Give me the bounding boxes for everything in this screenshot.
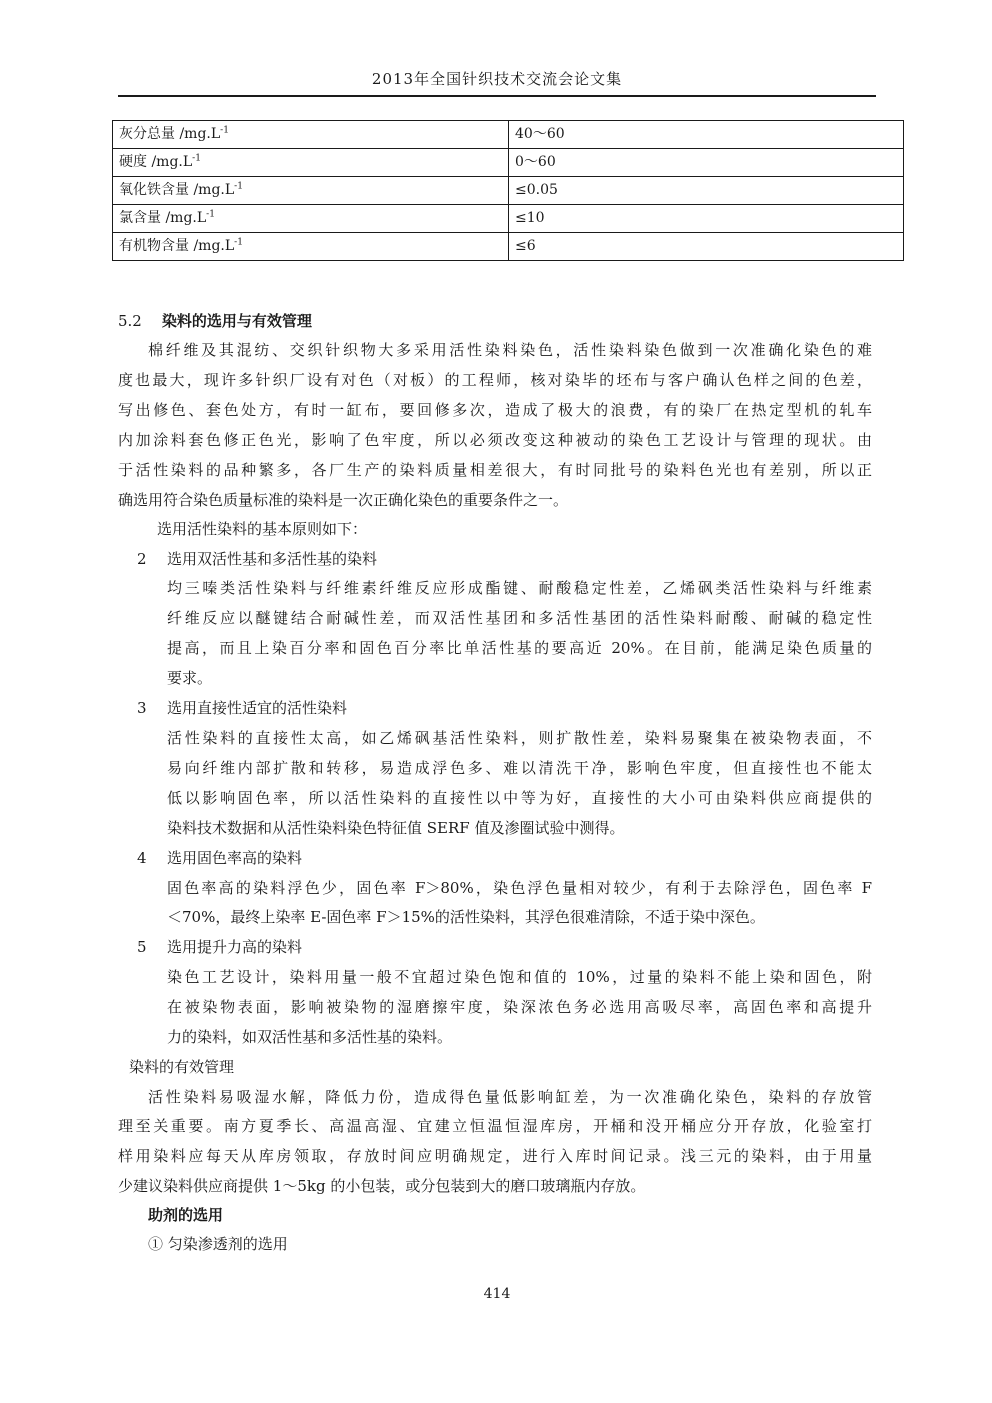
paragraph-line: 样用染料应每天从库房领取，存放时间应明确规定，进行入库时间记录。浅三元的染料，由于用量 — [118, 1147, 872, 1165]
list-item-number: 5 — [137, 938, 147, 956]
table-row — [113, 177, 904, 205]
list-item-number: 2 — [137, 550, 147, 568]
table-cell-value: 0～60 — [509, 149, 904, 177]
paragraph-line: 棉纤维及其混纺、交织针织物大多采用活性染料染色，活性染料染色做到一次准确化染色的难 — [148, 341, 872, 359]
subsection-title: 染料的有效管理 — [129, 1058, 235, 1076]
table-cell-parameter: 硬度 $/mg.L^{-1}$ — [113, 149, 509, 177]
page-number: 414 — [483, 1286, 511, 1302]
list-item-line: 活性染料的直接性太高，如乙烯砜基活性染料，则扩散性差，染料易聚集在被染物表面，不 — [167, 729, 872, 747]
paragraph-line: 理至关重要。南方夏季长、高温高湿、宜建立恒温恒湿库房，开桶和没开桶应分开存放，化验室打 — [118, 1117, 872, 1135]
paragraph-line: 活性染料易吸湿水解，降低力份，造成得色量低影响缸差，为一次准确化染色，染料的存放管 — [148, 1088, 872, 1106]
list-item-line: 纤维反应以醚键结合耐碱性差，而双活性基团和多活性基团的活性染料耐酸、耐碱的稳定性 — [167, 609, 872, 627]
subsection-title: 助剂的选用 — [148, 1206, 224, 1224]
list-item-line: 要求。 — [167, 669, 213, 687]
list-item-title: 选用提升力高的染料 — [167, 938, 303, 956]
table-row — [113, 149, 904, 177]
paragraph-line: 内加涂料套色修正色光，影响了色牢度，所以必须改变这种被动的染色工艺设计与管理的现状。由 — [118, 431, 872, 449]
water-quality-table — [112, 120, 904, 261]
table-cell-parameter: 有机物含量 $/mg.L^{-1}$ — [113, 233, 509, 261]
table-cell-value: ≤10 — [509, 205, 904, 233]
running-header: 2013年全国针织技术交流会论文集 — [371, 70, 623, 88]
paragraph-line: 少建议染料供应商提供 1～5kg 的小包装，或分包装到大的磨口玻璃瓶内存放。 — [118, 1177, 646, 1195]
table-cell-parameter: 氧化铁含量 $/mg.L^{-1}$ — [113, 177, 509, 205]
list-item-line: 染色工艺设计，染料用量一般不宜超过染色饱和值的 10%，过量的染料不能上染和固色，附 — [167, 968, 872, 986]
section-number: 5.2 — [118, 312, 142, 330]
list-item-number: 3 — [137, 699, 147, 717]
table-cell-value: ≤0.05 — [509, 177, 904, 205]
table-cell-parameter: 氯含量 $/mg.L^{-1}$ — [113, 205, 509, 233]
table-cell-value: 40～60 — [509, 121, 904, 149]
list-item-line: 均三嗪类活性染料与纤维素纤维反应形成酯键、耐酸稳定性差，乙烯砜类活性染料与纤维素 — [167, 579, 872, 597]
table-cell-value: ≤6 — [509, 233, 904, 261]
paragraph-line: 写出修色、套色处方，有时一缸布，要回修多次，造成了极大的浪费，有的染厂在热定型机的轧车 — [118, 401, 872, 419]
list-item-line: 易向纤维内部扩散和转移，易造成浮色多、难以清洗干净，影响色牢度，但直接性也不能太 — [167, 759, 872, 777]
subsection-item: ① 匀染渗透剂的选用 — [148, 1235, 288, 1253]
list-item-line: ＜70%，最终上染率 E-固色率 F＞15%的活性染料，其浮色很难清除，不适于染中深色。 — [167, 908, 765, 926]
paragraph-line: 度也最大，现许多针织厂设有对色（对板）的工程师，核对染毕的坯布与客户确认色样之间的色差， — [118, 371, 872, 389]
principle-intro: 选用活性染料的基本原则如下： — [157, 520, 368, 538]
section-title: 染料的选用与有效管理 — [161, 312, 312, 330]
list-item-line: 提高，而且上染百分率和固色百分率比单活性基的要高近 20%。在目前，能满足染色质量的 — [167, 639, 872, 657]
list-item-line: 低以影响固色率，所以活性染料的直接性以中等为好，直接性的大小可由染料供应商提供的 — [167, 789, 872, 807]
section-heading — [118, 311, 312, 331]
header-rule — [118, 95, 876, 97]
paragraph-line: 确选用符合染色质量标准的染料是一次正确化染色的重要条件之一。 — [118, 491, 569, 509]
list-item-line: 在被染物表面，影响被染物的湿磨擦牢度，染深浓色务必选用高吸尽率，高固色率和高提升 — [167, 998, 872, 1016]
table-row — [113, 233, 904, 261]
list-item-line: 固色率高的染料浮色少，固色率 F＞80%，染色浮色量相对较少，有利于去除浮色，固色率 F — [167, 879, 872, 897]
paragraph-line: 于活性染料的品种繁多，各厂生产的染料质量相差很大，有时同批号的染料色光也有差别，所以正 — [118, 461, 872, 479]
list-item-title: 选用直接性适宜的活性染料 — [167, 699, 348, 717]
table-row — [113, 121, 904, 149]
list-item-line: 染料技术数据和从活性染料染色特征值 SERF 值及渗圈试验中测得。 — [167, 819, 625, 837]
list-item-title: 选用双活性基和多活性基的染料 — [167, 550, 378, 568]
table-row — [113, 205, 904, 233]
list-item-number: 4 — [137, 849, 147, 867]
list-item-line: 力的染料，如双活性基和多活性基的染料。 — [167, 1028, 453, 1046]
list-item-title: 选用固色率高的染料 — [167, 849, 303, 867]
table-cell-parameter: 灰分总量 $/mg.L^{-1}$ — [113, 121, 509, 149]
